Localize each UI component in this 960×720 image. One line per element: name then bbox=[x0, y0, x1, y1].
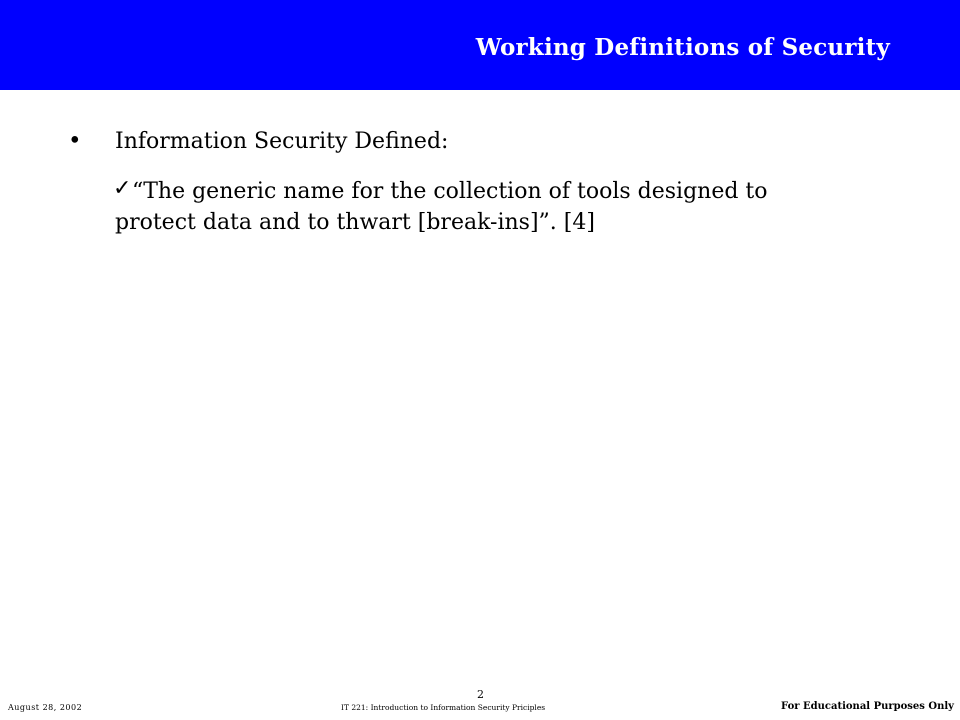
slide-title: Working Definitions of Security bbox=[475, 34, 890, 61]
footer-course-title: IT 221: Introduction to Information Security Priciples bbox=[341, 703, 546, 712]
title-bar bbox=[0, 0, 960, 90]
footer-note: For Educational Purposes Only bbox=[781, 701, 954, 712]
page-number: 2 bbox=[477, 688, 484, 701]
footer-date: August 28, 2002 bbox=[8, 703, 83, 712]
check-mark-icon: ✓ bbox=[113, 176, 132, 201]
bullet-point-icon: • bbox=[68, 128, 82, 154]
bullet-text: Information Security Defined: bbox=[115, 129, 449, 154]
sub-bullet-text: “The generic name for the collection of tools designed to protect data and to thwart [break-ins]”. [4] bbox=[115, 179, 768, 235]
